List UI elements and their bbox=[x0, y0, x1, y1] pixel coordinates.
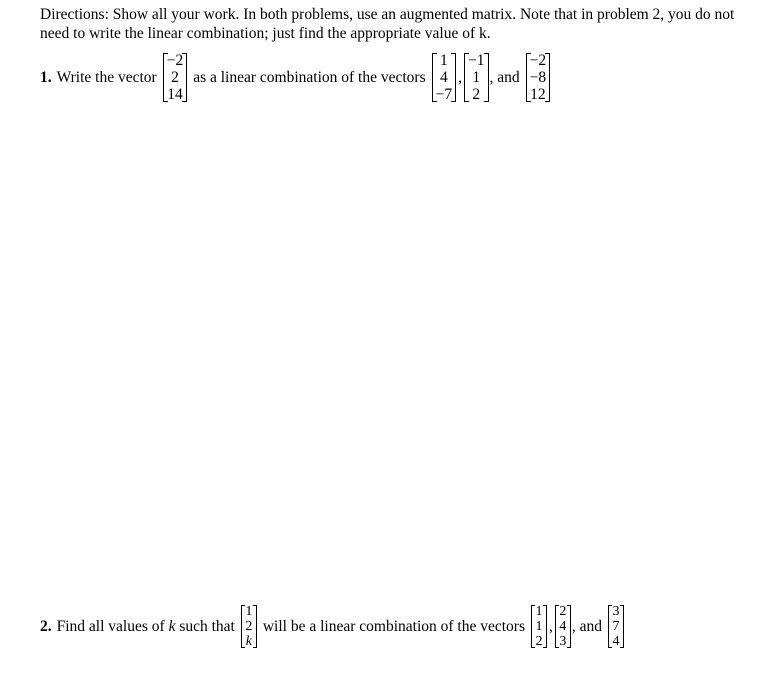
problem-2-k: k bbox=[168, 617, 176, 635]
matrix-entry: −7 bbox=[435, 86, 453, 103]
matrix-entry: 1 bbox=[535, 619, 543, 634]
matrix-entry: 2 bbox=[559, 604, 567, 619]
matrix-entry: 1 bbox=[472, 69, 481, 86]
and-separator: , and bbox=[489, 68, 520, 86]
problem-2-number: 2. bbox=[40, 617, 52, 635]
and-separator: , and bbox=[571, 617, 602, 635]
matrix-entry: 1 bbox=[245, 604, 253, 619]
basis-vector-2 bbox=[555, 604, 571, 649]
matrix-entry: 4 bbox=[440, 69, 448, 86]
matrix-entry: 14 bbox=[167, 86, 183, 103]
basis-vector-2 bbox=[464, 52, 489, 103]
matrix-entry: 2 bbox=[171, 69, 179, 86]
matrix-entry: 4 bbox=[612, 634, 620, 649]
matrix-entry: k bbox=[245, 634, 252, 649]
comma-separator: , bbox=[458, 68, 462, 86]
problem-2 bbox=[40, 604, 625, 649]
matrix-entry: 12 bbox=[530, 86, 546, 103]
basis-vector-1 bbox=[531, 604, 547, 649]
matrix-entry: 1 bbox=[535, 604, 543, 619]
matrix-entry: 4 bbox=[559, 619, 567, 634]
problem-2-middle: will be a linear combination of the vectors bbox=[262, 617, 525, 635]
problem-1 bbox=[40, 52, 551, 103]
matrix-entry: 3 bbox=[559, 634, 567, 649]
problem-2-lead-after: such that bbox=[175, 617, 235, 635]
matrix-entry: 1 bbox=[440, 52, 448, 69]
problem-1-number: 1. bbox=[40, 68, 52, 86]
matrix-entry: 2 bbox=[472, 86, 481, 103]
matrix-entry: −1 bbox=[468, 52, 485, 69]
problem-2-lead: Find all values of bbox=[56, 617, 169, 635]
basis-vector-1 bbox=[432, 52, 457, 103]
directions-text: Directions: Show all your work. In both problems, use an augmented matrix. Note that in problem 2, you do not need to write the linear combination; just find the appropriate value of k. bbox=[40, 6, 735, 42]
matrix-entry: −2 bbox=[166, 52, 184, 69]
matrix-entry: 7 bbox=[612, 619, 620, 634]
matrix-entry: −8 bbox=[529, 69, 547, 86]
matrix-entry: 3 bbox=[612, 604, 620, 619]
basis-vector-3 bbox=[608, 604, 624, 649]
problem-1-lead: Write the vector bbox=[56, 68, 157, 86]
problem-1-middle: as a linear combination of the vectors bbox=[193, 68, 426, 86]
target-vector bbox=[163, 52, 188, 103]
target-vector bbox=[241, 604, 257, 649]
matrix-entry: −2 bbox=[529, 52, 547, 69]
basis-vector-3 bbox=[526, 52, 551, 103]
matrix-entry: 2 bbox=[535, 634, 543, 649]
matrix-entry: 2 bbox=[245, 619, 253, 634]
comma-separator: , bbox=[548, 617, 553, 635]
